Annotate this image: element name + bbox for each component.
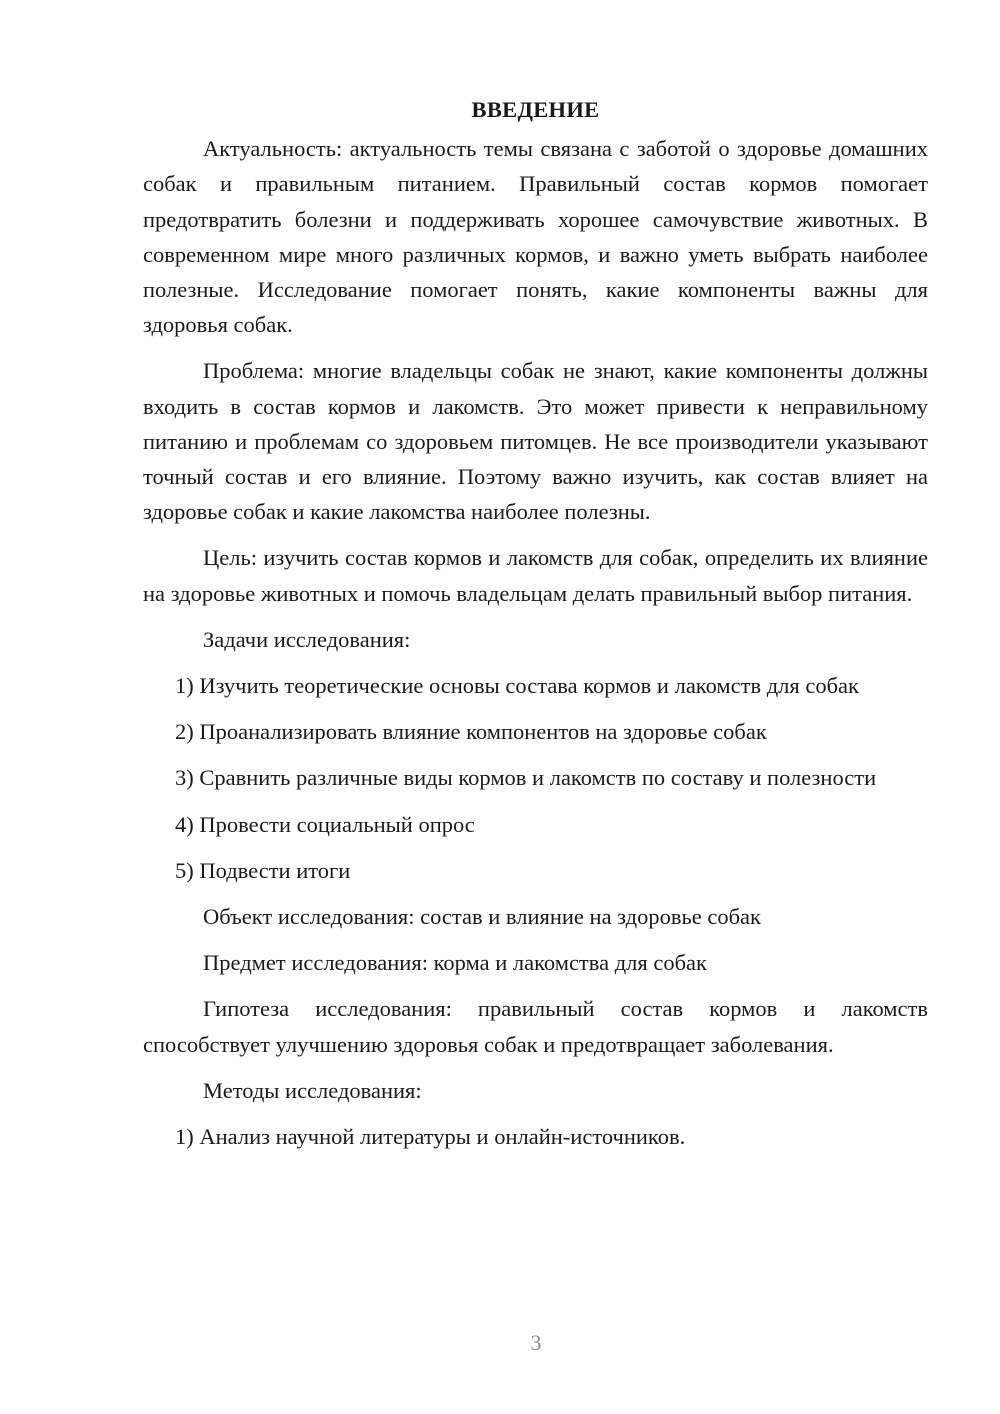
task-item: 4) Провести социальный опрос (175, 811, 475, 837)
method-item: 1) Анализ научной литературы и онлайн-источников. (175, 1124, 686, 1150)
object-line: Объект исследования: состав и влияние на здоровье собак (203, 904, 761, 930)
task-item: 5) Подвести итоги (175, 857, 351, 883)
task-item: 2) Проанализировать влияние компонентов на здоровье собак (175, 719, 767, 745)
relevance-paragraph: Актуальность: актуальность темы связана с заботой о здоровье домашних собак и правильным питанием. Правильный состав кормов помогает предотвратить болезни и поддерживать хорошее самочувствие животных. В современном мире много различных кормов, и важно уметь выбрать наиболее полезные. Исследование помогает понять, какие компоненты важны для здоровья собак. (143, 136, 928, 338)
problem-paragraph: Проблема: многие владельцы собак не знают, какие компоненты должны входить в состав кормов и лакомств. Это может привести к неправильному питанию и проблемам со здоровьем питомцев. Не все производители указывают точный состав и его влияние. Поэтому важно изучить, как состав влияет на здоровье собак и какие лакомства наиболее полезны. (143, 358, 928, 525)
goal-paragraph: Цель: изучить состав кормов и лакомств для собак, определить их влияние на здоровье животных и помочь владельцам делать правильный выбор питания. (143, 545, 928, 606)
tasks-heading: Задачи исследования: (203, 626, 411, 652)
section-title: ВВЕДЕНИЕ (471, 97, 600, 122)
page-number: 3 (530, 1330, 542, 1355)
task-item: 3) Сравнить различные виды кормов и лакомств по составу и полезности (175, 765, 877, 791)
hypothesis-paragraph: Гипотеза исследования: правильный состав кормов и лакомств способствует улучшению здоровья собак и предотвращает заболевания. (143, 996, 928, 1057)
subject-line: Предмет исследования: корма и лакомства для собак (203, 950, 707, 976)
methods-heading: Методы исследования: (203, 1077, 422, 1103)
page-content (143, 92, 928, 1165)
task-item: 1) Изучить теоретические основы состава кормов и лакомств для собак (175, 673, 859, 699)
